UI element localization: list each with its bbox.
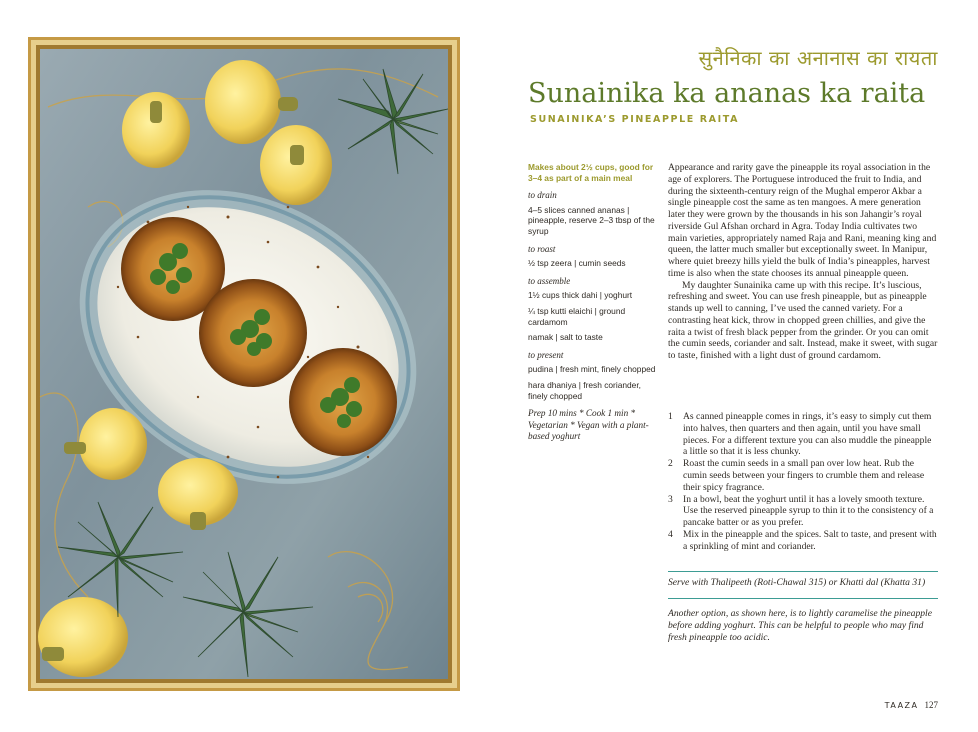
ingredient-group-heading: to present	[528, 349, 564, 360]
ingredients-column	[528, 162, 658, 406]
ingredient-group-heading: to drain	[528, 190, 557, 201]
method-step	[668, 529, 938, 553]
method-step	[668, 494, 938, 529]
page-footer	[885, 700, 938, 710]
ingredient-item: namak | salt to taste	[528, 332, 603, 343]
ingredient-groups	[528, 190, 658, 401]
ingredient-item: 1½ cups thick dahi | yoghurt	[528, 290, 633, 301]
method-step	[668, 411, 938, 458]
ingredient-item: 4–5 slices canned ananas | pineapple, reserve 2–3 tbsp of the syrup	[528, 204, 655, 236]
ingredient-item: hara dhaniya | fresh coriander, finely chopped	[528, 379, 641, 401]
page-number: 127	[924, 700, 938, 710]
step-number: 4	[668, 528, 673, 540]
ingredient-item: ¼ tsp kutti elaichi | ground cardamom	[528, 305, 626, 327]
intro-text	[668, 162, 938, 362]
method-step	[668, 458, 938, 493]
intro-paragraph: My daughter Sunainika came up with this recipe. It’s luscious, refreshing and sweet. You can use fresh pineapple, but as pineapple stands up well to canning, I’ve used the canned variety. For a contrasting heat kick, throw in chopped green chillies, and give the raita a twist of fresh black pepper from the grinder. Or you can omit the cumin seeds, coriander and salt. Instead, make it sweet, with sugar to taste, finished with a light dust of ground cardamom.	[668, 279, 938, 361]
divider-rule	[668, 571, 938, 572]
step-number: 3	[668, 493, 673, 505]
another-option-note: Another option, as shown here, is to lightly caramelise the pineapple before adding yoghurt. This can be helpful to people who may find fresh pineapple too acidic.	[668, 608, 932, 643]
ingredient-group-heading: to roast	[528, 243, 556, 254]
intro-paragraph: Appearance and rarity gave the pineapple its royal association in the age of explorers. The Portuguese introduced the fruit to India, and during the sixteenth-century reign of the Mughal emperor Akbar a single pineapple cost the same as ten mangoes. A mere generation later they were grown by the thousands in his son Jahangir’s royal riverside Gul Afshan orchard in Agra. Today India cultivates two main varieties, appropriately named Raja and Rani, meaning king and queen, the latter much smaller but exceptionally sweet. In Manipur, where quiet breezy hills yield the bulk of India’s pineapples, harvest time is also when the state chooses its annual pineapple queen.	[668, 162, 937, 279]
divider-rule	[668, 598, 938, 599]
ingredient-item: pudina | fresh mint, finely chopped	[528, 364, 656, 375]
step-number: 2	[668, 458, 673, 470]
step-text: In a bowl, beat the yoghurt until it has a lovely smooth texture. Use the reserved pineapple syrup to thin it to the consistency of a pancake batter or as you prefer.	[683, 493, 934, 529]
recipe-title-hindi: सुनैनिका का अनानास का रायता	[698, 46, 938, 70]
recipe-yield: Makes about 2½ cups, good for 3–4 as part of a main meal	[528, 162, 654, 183]
step-number: 1	[668, 411, 673, 422]
ingredient-item: ½ tsp zeera | cumin seeds	[528, 258, 626, 269]
step-text: Mix in the pineapple and the spices. Salt to taste, and present with a sprinkling of mint and coriander.	[683, 528, 937, 552]
prep-notes: Prep 10 mins * Cook 1 min * Vegetarian * Vegan with a plant-based yoghurt	[528, 408, 649, 442]
recipe-title: Sunainika ka ananas ka raita	[528, 78, 926, 109]
ingredient-group-heading: to assemble	[528, 275, 571, 286]
section-name: TAAZA	[884, 701, 919, 710]
recipe-photo	[28, 37, 460, 691]
step-text: As canned pineapple comes in rings, it’s easy to simply cut them into halves, then quarters and then again, until you have small pieces. For a different texture you can also muddle the pineapple a little so that it is less chunky.	[683, 411, 932, 458]
serve-with: Serve with Thalipeeth (Roti-Chawal 315) or Khatti dal (Khatta 31)	[668, 577, 926, 588]
recipe-subtitle: SUNAINIKA’S PINEAPPLE RAITA	[530, 114, 740, 125]
method-steps	[668, 411, 938, 553]
step-text: Roast the cumin seeds in a small pan over low heat. Rub the cumin seeds between your fingers to crumble them and release their spicy fragrance.	[683, 458, 925, 493]
pineapple-raita-photo	[28, 37, 460, 691]
